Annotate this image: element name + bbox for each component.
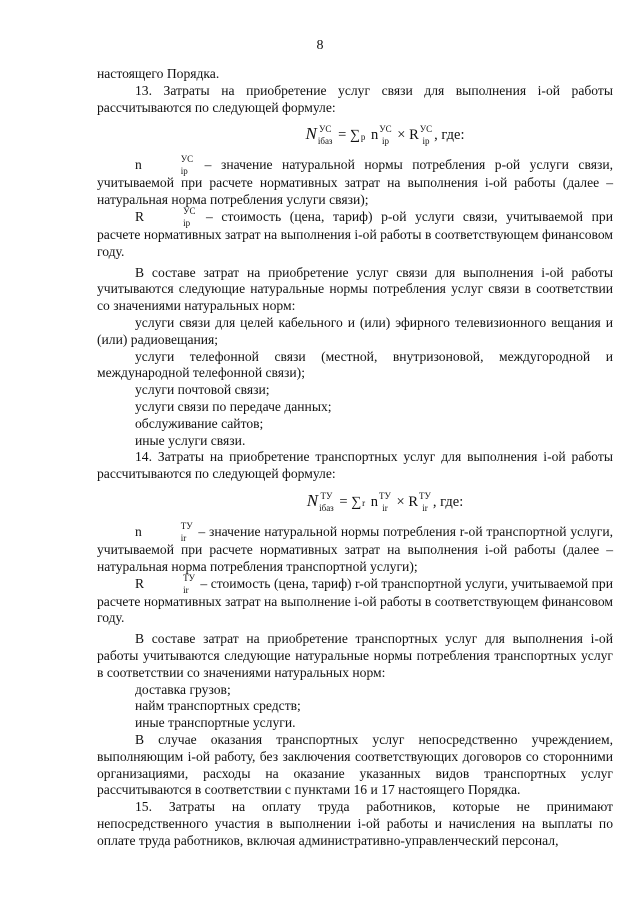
multiply-sign: × [396, 493, 405, 510]
def-sub: ir [180, 532, 187, 543]
formula-sup: ТУ [379, 490, 391, 501]
def-sup: ТУ [180, 520, 193, 531]
formula-symbol-N: N [305, 124, 317, 144]
list-item-transport-3: иные транспортные услуги. [135, 715, 296, 731]
def-sub: ip [183, 217, 191, 228]
definition-n-transport [97, 520, 613, 576]
def-text: – значение натуральной нормы потребления r-ой транспортной услуги, учитываемой при расчете нормативных затрат на выполнения i-ой работы (далее – натуральная норма потребления транспортной услуги); [97, 524, 613, 574]
sum-symbol: ∑ [351, 494, 362, 510]
def-text: – стоимость (цена, тариф) p-ой услуги связи, учитываемой при расчете нормативных затрат на выполнения i-ой работы в соответствующем финансовом году. [97, 209, 613, 259]
definition-R-comm [97, 205, 613, 261]
sum-sub: r [362, 498, 366, 509]
formula-sup: ТУ [419, 490, 431, 501]
paragraph-15: 15. Затраты на оплату труда работников, которые не принимают непосредственного участия в выполнении i-ой работы и начисления на выплаты по оплате труда работников, включая административно-управленческий персонал, [97, 799, 613, 848]
formula-sub: ip [381, 136, 389, 147]
formula-communication-services [97, 123, 613, 147]
paragraph-transport-own: В случае оказания транспортных услуг непосредственно учреждением, выполняющим i-ой работу, без заключения соответствующих договоров со сторонними организациями, расходы на оказание указанных видов транспортных услуг рассчитываются в соответствии с пунктами 16 и 17 настоящего Порядка. [97, 731, 613, 798]
def-text: – значение натуральной нормы потребления p-ой услуги связи, учитываемой при расчете нормативных затрат на выполнения i-ой работы (далее – натуральная норма потребления услуги связи); [97, 157, 613, 208]
formula-sup: ТУ [320, 490, 333, 501]
formula-sub: iбаз [319, 502, 334, 513]
formula-sup: УС [419, 124, 433, 135]
formula-symbol-R: R [408, 493, 419, 510]
formula-symbol-n: n [370, 493, 379, 510]
def-sub: ip [180, 166, 188, 177]
definition-n-comm [97, 154, 613, 209]
def-sub: ir [183, 584, 189, 595]
list-item-comm-2: услуги телефонной связи (местной, внутризоновой, междугородной и международной телефонной связи); [97, 348, 613, 381]
def-sup: УС [183, 205, 196, 216]
def-sup: УС [180, 154, 194, 165]
paragraph-14: 14. Затраты на приобретение транспортных услуг для выполнения i-ой работы рассчитываются по следующей формуле: [97, 449, 613, 482]
formula-sub: ir [422, 502, 428, 513]
formula-sup: УС [318, 124, 332, 135]
list-item-transport-2: найм транспортных средств; [135, 698, 301, 714]
paragraph-comm-composition: В составе затрат на приобретение услуг связи для выполнения i-ой работы учитываются следующие натуральные нормы потребления услуг связи в соответствии со значениями натуральных норм: [97, 264, 613, 314]
formula-tail: , где: [432, 493, 464, 510]
def-symbol: n [135, 524, 142, 540]
formula-symbol-n: n [371, 127, 379, 144]
paragraph-transport-composition: В составе затрат на приобретение транспортных услуг для выполнения i-ой работы учитываются следующие натуральные нормы потребления транспортных услуг в соответствии со значениями натуральных норм: [97, 631, 613, 680]
paragraph-13: 13. Затраты на приобретение услуг связи для выполнения i-ой работы рассчитываются по следующей формуле: [97, 82, 613, 115]
sum-symbol: ∑ [349, 128, 360, 144]
formula-transport-services [97, 490, 613, 514]
multiply-sign: × [397, 127, 406, 144]
list-item-comm-1: услуги связи для целей кабельного и (или) эфирного телевизионного вещания и (или) радиовещания; [97, 314, 613, 347]
def-sup: ТУ [183, 572, 195, 583]
equals-sign: = [339, 493, 348, 510]
formula-sub: ir [382, 502, 388, 513]
page-number: 8 [316, 38, 324, 53]
formula-symbol-R: R [409, 127, 419, 144]
definition-R-transport [97, 572, 613, 628]
list-item-comm-6: иные услуги связи. [135, 432, 246, 448]
sum-sub: p [360, 131, 366, 142]
list-item-comm-5: обслуживание сайтов; [135, 415, 264, 431]
def-symbol: R [135, 575, 145, 591]
equals-sign: = [338, 127, 347, 144]
list-item-comm-4: услуги связи по передаче данных; [135, 398, 332, 414]
list-item-comm-3: услуги почтовой связи; [135, 382, 270, 398]
document-body [97, 66, 613, 849]
paragraph-continuation: настоящего Порядка. [97, 66, 220, 81]
def-symbol: n [135, 157, 142, 173]
list-item-transport-1: доставка грузов; [135, 681, 231, 697]
formula-tail: , где: [434, 127, 465, 144]
def-symbol: R [135, 209, 145, 225]
def-text: – стоимость (цена, тариф) r-ой транспортной услуги, учитываемой при расчете нормативных затрат на выполнение i-ой работы в соответствующем финансовом году. [97, 575, 613, 626]
formula-symbol-N: N [306, 490, 319, 510]
formula-sub: iбаз [317, 136, 333, 147]
formula-sub: ip [422, 136, 430, 147]
formula-sup: УС [379, 124, 392, 135]
